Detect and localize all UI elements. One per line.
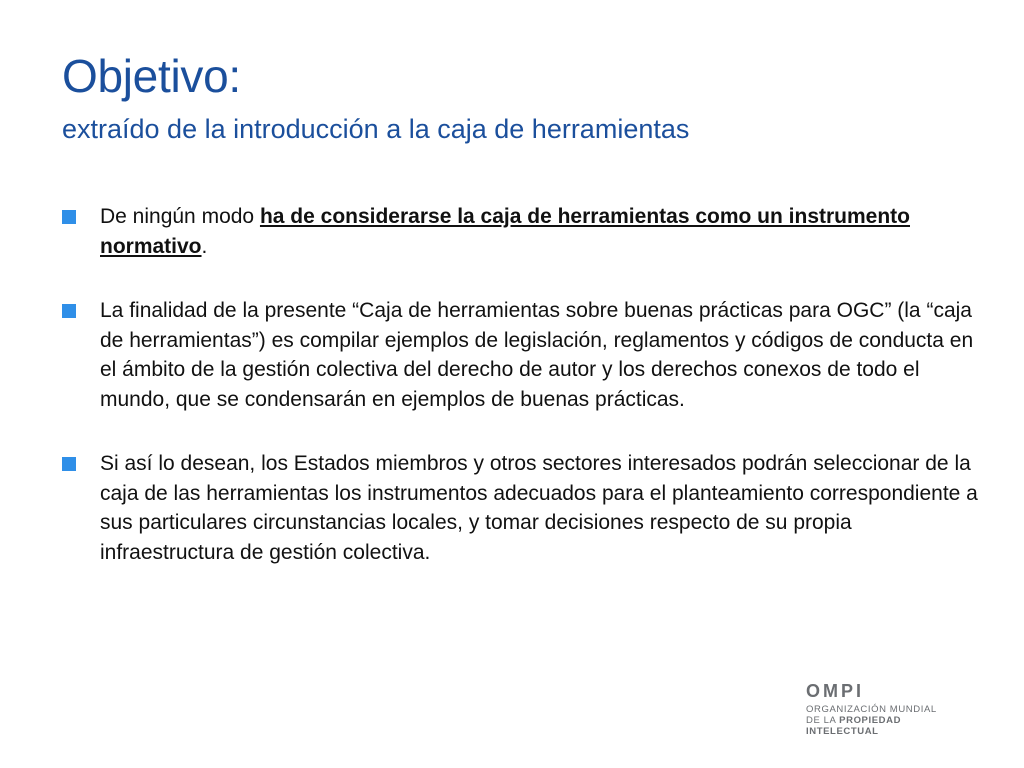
logo-line-1: ORGANIZACIÓN MUNDIAL — [806, 704, 937, 715]
slide-title: Objetivo: — [62, 50, 241, 102]
bullet-3-text: Si así lo desean, los Estados miembros y otros sectores interesados podrán seleccionar de la caja de las herramientas los instrumentos adecuados para el planteamiento correspondiente a sus particulares circunstancias locales, y tomar decisiones respecto de su propia infraestructura de gestión colectiva. — [100, 452, 978, 564]
bullet-item-2 — [62, 296, 982, 414]
square-bullet-icon — [62, 457, 76, 471]
square-bullet-icon — [62, 210, 76, 224]
logo-line-3: INTELECTUAL — [806, 726, 879, 737]
logo-acronym: OMPI — [806, 681, 865, 701]
bullet-1-text-after: . — [201, 234, 208, 258]
bullet-item-1 — [62, 202, 982, 261]
logo-line-2-bold: PROPIEDAD — [839, 715, 902, 726]
bullet-1-text-before: De ningún modo — [100, 205, 260, 228]
bullet-2-text: La finalidad de la presente “Caja de herramientas sobre buenas prácticas para OGC” (la “caja de herramientas”) es compilar ejemplos de legislación, reglamentos y códigos de conducta en el ámbito de la gestión colectiva del derecho de autor y los derechos conexos de todo el mundo, que se condensarán en ejemplos de buenas prácticas. — [100, 299, 974, 411]
bullet-list — [62, 202, 982, 567]
ompi-logo — [806, 682, 966, 738]
logo-line-2-prefix: DE LA — [806, 715, 840, 726]
slide-subtitle: extraído de la introducción a la caja de herramientas — [62, 114, 690, 144]
logo-line-2 — [806, 715, 901, 726]
bullet-item-3 — [62, 449, 982, 567]
square-bullet-icon — [62, 304, 76, 318]
bullet-1-emphasis: ha de considerarse la caja de herramientas como un instrumento normativo — [100, 205, 910, 258]
